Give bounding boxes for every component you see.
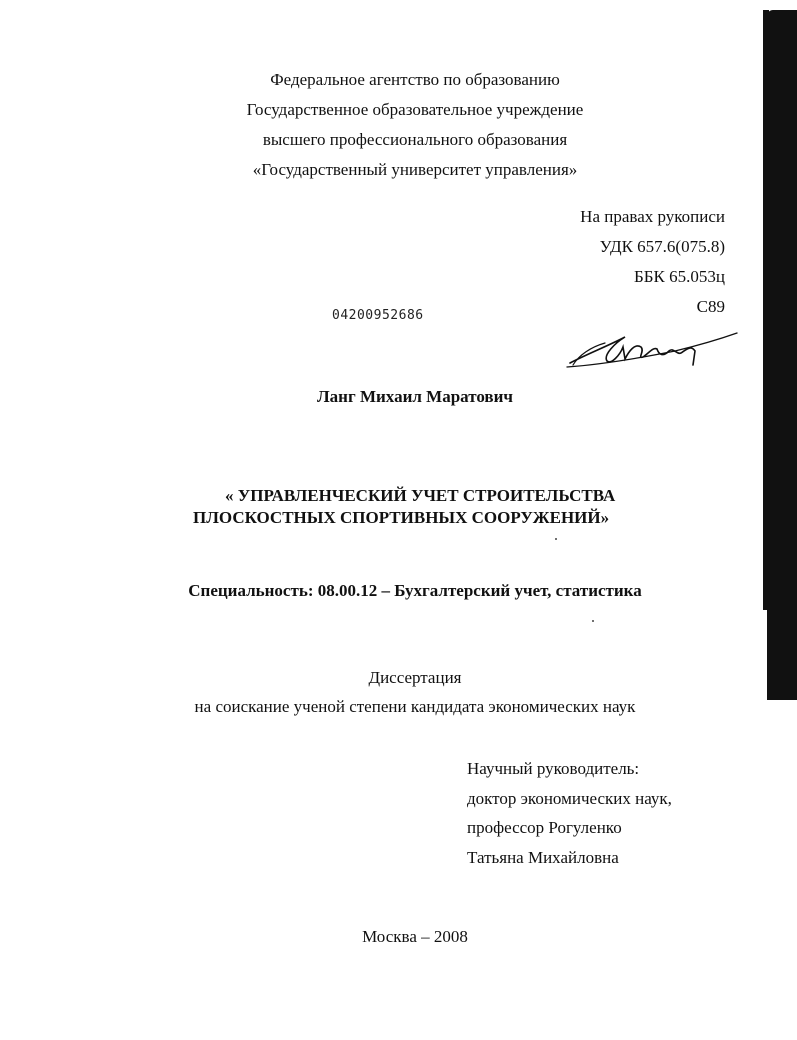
education-level-line: высшего профессионального образования bbox=[262, 130, 568, 149]
city-year: Москва – 2008 bbox=[362, 927, 468, 946]
degree-type: Диссертация bbox=[368, 668, 462, 687]
signature-image bbox=[565, 325, 740, 370]
supervisor-role: Научный руководитель: bbox=[467, 759, 640, 778]
supervisor-given-names: Татьяна Михайловна bbox=[467, 848, 619, 867]
registration-number: 04200952686 bbox=[332, 308, 424, 323]
institution-line: Государственное образовательное учреждение bbox=[246, 100, 584, 119]
author-mark-code: С89 bbox=[696, 297, 725, 316]
specialty-line: Специальность: 08.00.12 – Бухгалтерский учет, статистика bbox=[188, 581, 642, 600]
degree-purpose: на соискание ученой степени кандидата экономических наук bbox=[194, 697, 636, 716]
scan-speck bbox=[592, 620, 594, 622]
university-line: «Государственный университет управления» bbox=[252, 160, 578, 179]
title-line-1: « УПРАВЛЕНЧЕСКИЙ УЧЕТ СТРОИТЕЛЬСТВА bbox=[225, 486, 616, 505]
author-name: Ланг Михаил Маратович bbox=[317, 387, 513, 406]
bbk-code: ББК 65.053ц bbox=[634, 267, 725, 286]
agency-line: Федеральное агентство по образованию bbox=[270, 70, 560, 89]
manuscript-rights: На правах рукописи bbox=[580, 207, 725, 226]
udk-code: УДК 657.6(075.8) bbox=[599, 237, 725, 256]
scan-speck bbox=[555, 538, 557, 540]
supervisor-degree: доктор экономических наук, bbox=[467, 789, 672, 808]
title-line-2: ПЛОСКОСТНЫХ СПОРТИВНЫХ СООРУЖЕНИЙ» bbox=[193, 508, 610, 527]
supervisor-title-name: профессор Рогуленко bbox=[467, 818, 622, 837]
